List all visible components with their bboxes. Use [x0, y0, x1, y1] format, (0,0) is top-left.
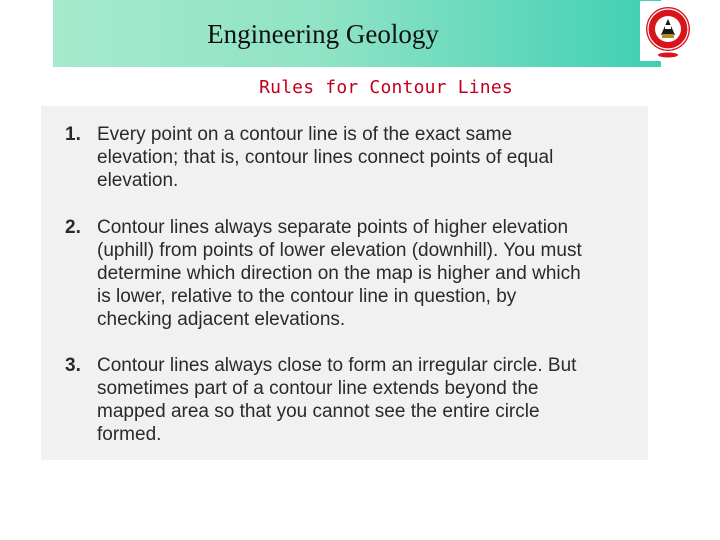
slide-subtitle: Rules for Contour Lines	[259, 77, 513, 98]
header-title: Engineering Geology	[207, 19, 439, 49]
rule-number: 3.	[65, 355, 81, 376]
scanned-rules-panel	[41, 106, 648, 460]
rule-text: Every point on a contour line is of the exact same elevation; that is, contour lines connect points of equal elevation.	[97, 124, 554, 191]
university-seal-icon	[640, 1, 696, 61]
header-band	[53, 0, 661, 67]
rule-number: 1.	[65, 124, 81, 145]
rule-number: 2.	[65, 217, 81, 238]
rule-text: Contour lines always separate points of higher elevation (uphill) from points of lower elevation (downhill). You must determine which direction on the map is higher and which is lower, relative to the contour line in question, by checking adjacent elevations.	[97, 217, 582, 330]
rule-text: Contour lines always close to form an irregular circle. But sometimes part of a contour line extends beyond the mapped area so that you cannot see the entire circle formed.	[97, 355, 577, 445]
